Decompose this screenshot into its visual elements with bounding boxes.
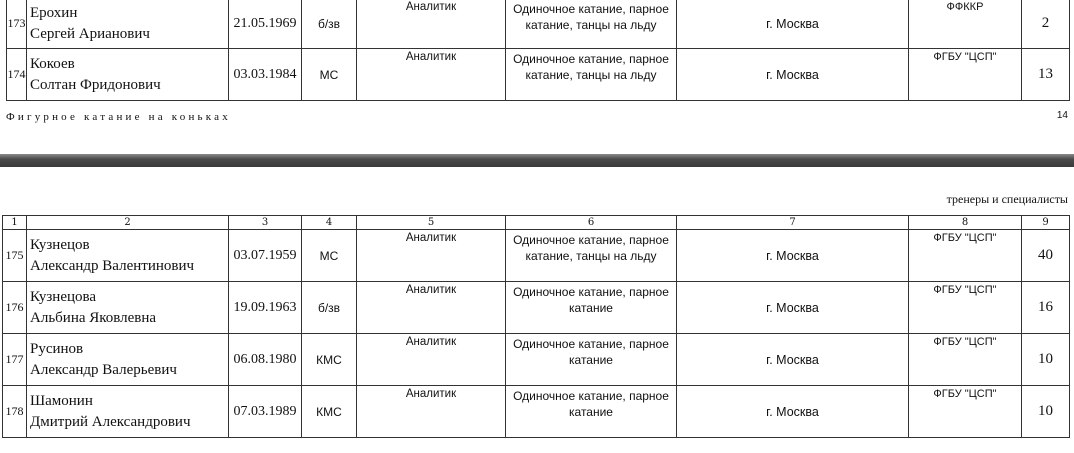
row-number: 174 bbox=[7, 49, 27, 101]
organization: ФГБУ "ЦСП" bbox=[909, 334, 1022, 386]
last-name: Кокоев bbox=[30, 55, 75, 72]
page-bottom bbox=[0, 170, 1074, 453]
page-number: 14 bbox=[1056, 110, 1068, 121]
registry-table-bottom bbox=[2, 215, 1070, 438]
discipline: Одиночное катание, парное катание bbox=[506, 282, 677, 334]
first-middle-name: Солтан Фридонович bbox=[30, 76, 161, 93]
city: г. Москва bbox=[677, 0, 909, 49]
birth-date: 19.09.1963 bbox=[229, 282, 302, 334]
role: Аналитик bbox=[357, 49, 506, 101]
column-header: 2 bbox=[27, 216, 229, 230]
sport-rank: МС bbox=[302, 49, 357, 101]
table-row bbox=[7, 0, 1070, 49]
role: Аналитик bbox=[357, 230, 506, 282]
person-name bbox=[27, 282, 229, 334]
city: г. Москва bbox=[677, 334, 909, 386]
organization: ФГБУ "ЦСП" bbox=[909, 230, 1022, 282]
role: Аналитик bbox=[357, 386, 506, 438]
table-row bbox=[3, 334, 1070, 386]
experience-years: 10 bbox=[1022, 386, 1070, 438]
first-middle-name: Сергей Арианович bbox=[30, 25, 150, 42]
sport-rank: б/зв bbox=[302, 0, 357, 49]
row-number: 173 bbox=[7, 0, 27, 49]
last-name: Шамонин bbox=[30, 392, 93, 409]
experience-years: 13 bbox=[1022, 49, 1070, 101]
row-number: 176 bbox=[3, 282, 27, 334]
discipline: Одиночное катание, парное катание, танцы на льду bbox=[506, 49, 677, 101]
column-header: 3 bbox=[229, 216, 302, 230]
sport-rank: КМС bbox=[302, 386, 357, 438]
experience-years: 40 bbox=[1022, 230, 1070, 282]
column-header-row bbox=[3, 216, 1070, 230]
discipline: Одиночное катание, парное катание bbox=[506, 386, 677, 438]
row-number: 178 bbox=[3, 386, 27, 438]
first-middle-name: Александр Валентинович bbox=[30, 257, 195, 274]
column-header: 4 bbox=[302, 216, 357, 230]
organization: ФФККР bbox=[909, 0, 1022, 49]
sport-rank: МС bbox=[302, 230, 357, 282]
person-name bbox=[27, 0, 229, 49]
page-separator bbox=[0, 137, 1074, 170]
birth-date: 03.03.1984 bbox=[229, 49, 302, 101]
page-top bbox=[0, 0, 1074, 137]
organization: ФГБУ "ЦСП" bbox=[909, 49, 1022, 101]
city: г. Москва bbox=[677, 230, 909, 282]
column-header: 9 bbox=[1022, 216, 1070, 230]
person-name bbox=[27, 230, 229, 282]
birth-date: 06.08.1980 bbox=[229, 334, 302, 386]
table-row bbox=[3, 282, 1070, 334]
column-header: 5 bbox=[357, 216, 506, 230]
sport-rank: КМС bbox=[302, 334, 357, 386]
column-header: 1 bbox=[3, 216, 27, 230]
role: Аналитик bbox=[357, 282, 506, 334]
first-middle-name: Альбина Яковлевна bbox=[30, 309, 157, 326]
discipline: Одиночное катание, парное катание, танцы на льду bbox=[506, 0, 677, 49]
table-row bbox=[3, 230, 1070, 282]
column-header: 6 bbox=[506, 216, 677, 230]
registry-table-top bbox=[6, 0, 1070, 101]
discipline: Одиночное катание, парное катание bbox=[506, 334, 677, 386]
person-name bbox=[27, 386, 229, 438]
city: г. Москва bbox=[677, 282, 909, 334]
experience-years: 16 bbox=[1022, 282, 1070, 334]
table-row bbox=[3, 386, 1070, 438]
birth-date: 03.07.1959 bbox=[229, 230, 302, 282]
city: г. Москва bbox=[677, 49, 909, 101]
footer-title: Фигурное катание на коньках bbox=[6, 111, 231, 123]
last-name: Кузнецова bbox=[30, 288, 97, 305]
table-row bbox=[7, 49, 1070, 101]
first-middle-name: Дмитрий Александрович bbox=[30, 413, 191, 430]
last-name: Русинов bbox=[30, 340, 84, 357]
section-label: тренеры и специалисты bbox=[946, 192, 1068, 206]
city: г. Москва bbox=[677, 386, 909, 438]
person-name bbox=[27, 49, 229, 101]
role: Аналитик bbox=[357, 0, 506, 49]
experience-years: 10 bbox=[1022, 334, 1070, 386]
column-header: 8 bbox=[909, 216, 1022, 230]
person-name bbox=[27, 334, 229, 386]
last-name: Ерохин bbox=[30, 4, 78, 21]
organization: ФГБУ "ЦСП" bbox=[909, 386, 1022, 438]
organization: ФГБУ "ЦСП" bbox=[909, 282, 1022, 334]
experience-years: 2 bbox=[1022, 0, 1070, 49]
discipline: Одиночное катание, парное катание, танцы на льду bbox=[506, 230, 677, 282]
birth-date: 21.05.1969 bbox=[229, 0, 302, 49]
row-number: 177 bbox=[3, 334, 27, 386]
last-name: Кузнецов bbox=[30, 236, 90, 253]
row-number: 175 bbox=[3, 230, 27, 282]
column-header: 7 bbox=[677, 216, 909, 230]
first-middle-name: Александр Валерьевич bbox=[30, 361, 177, 378]
sport-rank: б/зв bbox=[302, 282, 357, 334]
birth-date: 07.03.1989 bbox=[229, 386, 302, 438]
role: Аналитик bbox=[357, 334, 506, 386]
